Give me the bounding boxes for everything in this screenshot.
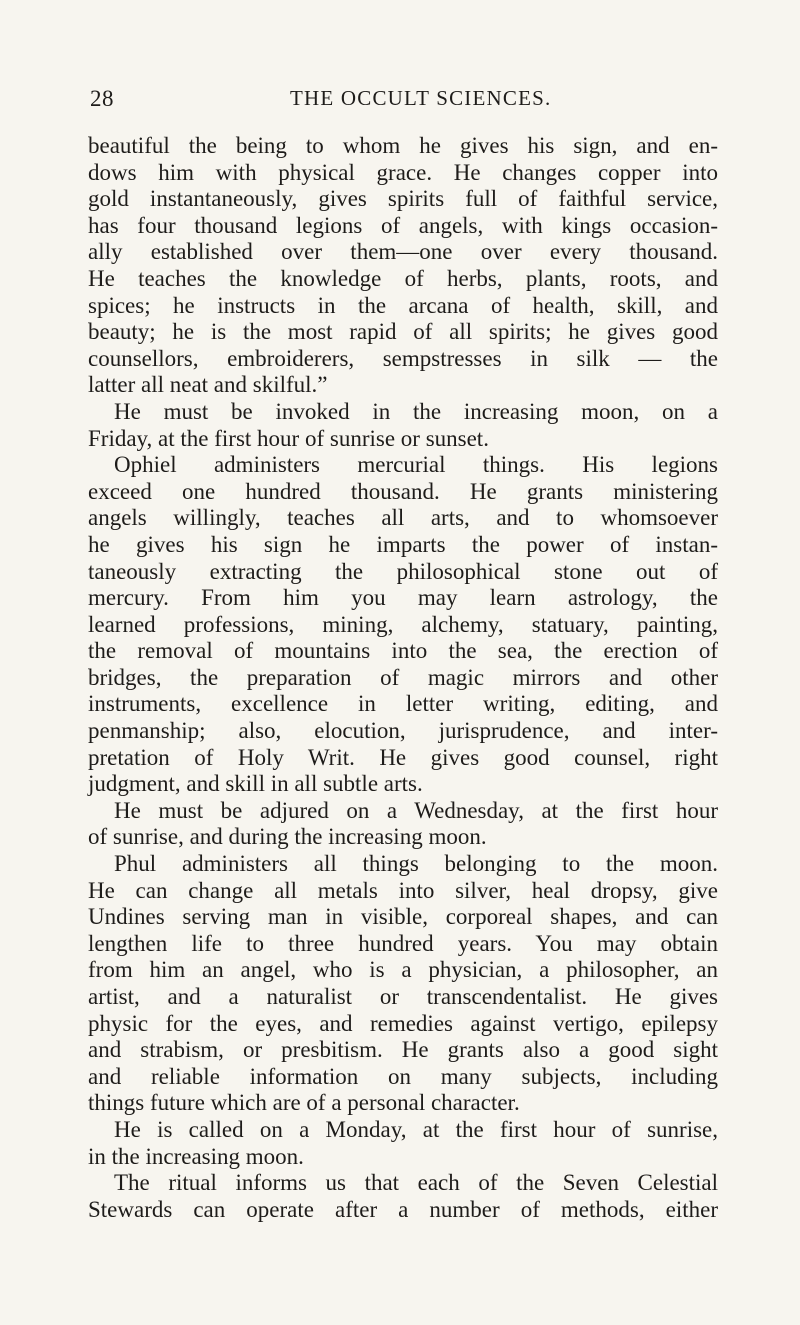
text-line: has four thousand legions of angels, with kings occasion- xyxy=(88,212,718,238)
text-line: instruments, excellence in letter writing, editing, and xyxy=(88,691,718,717)
text-line: he gives his sign he imparts the power of instan- xyxy=(88,531,718,557)
text-line: He must be adjured on a Wednesday, at the first hour xyxy=(114,797,718,823)
text-line: dows him with physical grace. He changes copper into xyxy=(88,159,718,185)
text-line: mercury. From him you may learn astrology, the xyxy=(88,585,718,611)
text-line: beauty; he is the most rapid of all spirits; he gives good xyxy=(88,319,718,345)
text-line: He is called on a Monday, at the first hour of sunrise, xyxy=(114,1116,718,1142)
text-line: of sunrise, and during the increasing moon. xyxy=(88,824,487,850)
text-line: ally established over them—one over every thousand. xyxy=(88,239,718,265)
text-line: He can change all metals into silver, heal dropsy, give xyxy=(88,877,718,903)
text-line: The ritual informs us that each of the Seven Celestial xyxy=(114,1170,718,1196)
text-line: gold instantaneously, gives spirits full of faithful service, xyxy=(88,186,718,212)
text-line: Undines serving man in visible, corporeal shapes, and can xyxy=(88,904,718,930)
text-line: lengthen life to three hundred years. You may obtain xyxy=(88,930,718,956)
text-line: and strabism, or presbitism. He grants also a good sight xyxy=(88,1037,718,1063)
text-line: judgment, and skill in all subtle arts. xyxy=(88,771,423,797)
page-header xyxy=(0,86,800,116)
text-line: artist, and a naturalist or transcendentalist. He gives xyxy=(88,984,718,1009)
page-number: 28 xyxy=(90,86,114,111)
text-line: Stewards can operate after a number of methods, either xyxy=(88,1196,718,1222)
text-line: angels willingly, teaches all arts, and to whomsoever xyxy=(88,505,718,531)
text-line: physic for the eyes, and remedies against vertigo, epilepsy xyxy=(88,1010,718,1036)
text-line: the removal of mountains into the sea, the erection of xyxy=(88,638,718,664)
text-line: spices; he instructs in the arcana of health, skill, and xyxy=(88,292,718,318)
text-line: from him an angel, who is a physician, a philosopher, an xyxy=(88,957,718,983)
text-line: Phul administers all things belonging to the moon. xyxy=(114,851,718,877)
text-line: things future which are of a personal character. xyxy=(88,1090,520,1116)
text-line: learned professions, mining, alchemy, statuary, painting, xyxy=(88,611,718,637)
text-line: and reliable information on many subjects, including xyxy=(88,1063,718,1089)
text-line: counsellors, embroiderers, sempstresses in silk — the xyxy=(88,345,718,371)
text-line: exceed one hundred thousand. He grants ministering xyxy=(88,478,718,504)
text-line: Ophiel administers mercurial things. His legions xyxy=(114,452,718,478)
text-line: Friday, at the first hour of sunrise or sunset. xyxy=(88,425,489,451)
text-line: bridges, the preparation of magic mirrors and other xyxy=(88,664,718,690)
text-line: He must be invoked in the increasing moon, on a xyxy=(114,398,718,424)
text-line: beautiful the being to whom he gives his sign, and en- xyxy=(88,133,718,158)
running-head: THE OCCULT SCIENCES. xyxy=(290,86,552,110)
text-line: taneously extracting the philosophical stone out of xyxy=(88,558,718,584)
text-line: in the increasing moon. xyxy=(88,1143,304,1169)
body-text xyxy=(88,133,718,1223)
text-line: penmanship; also, elocution, jurisprudence, and inter- xyxy=(88,718,718,744)
text-line: He teaches the knowledge of herbs, plants, roots, and xyxy=(88,265,718,291)
text-line: pretation of Holy Writ. He gives good counsel, right xyxy=(88,744,718,770)
text-line: latter all neat and skilful.” xyxy=(88,372,328,398)
